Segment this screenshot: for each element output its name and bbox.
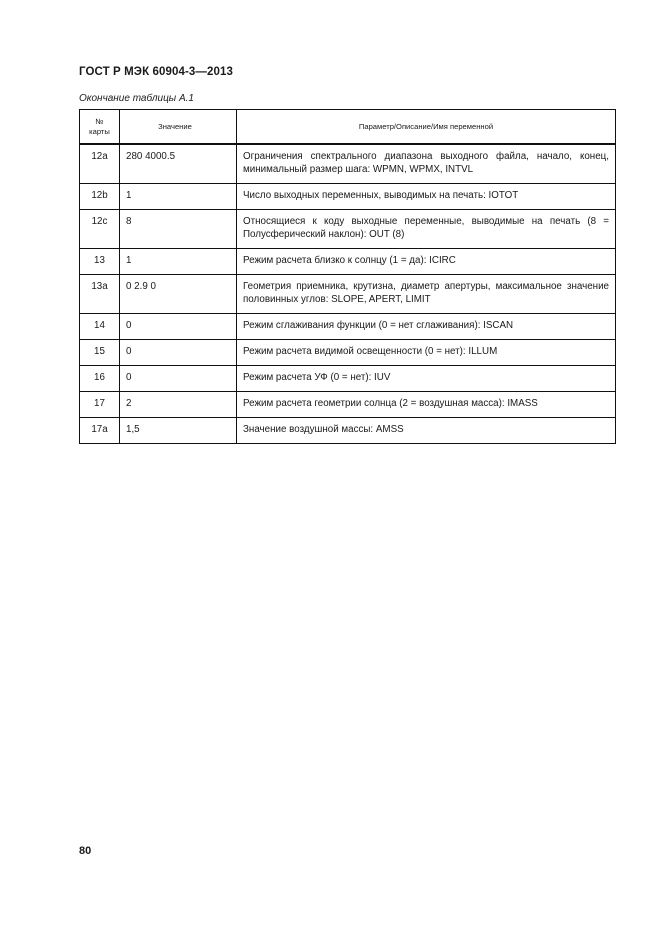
card-number-cell: 12b <box>80 184 120 210</box>
value-cell: 8 <box>120 210 237 249</box>
value-cell: 1 <box>120 184 237 210</box>
value-cell: 0 <box>120 314 237 340</box>
value-cell: 0 2.9 0 <box>120 275 237 314</box>
table-row <box>80 340 616 366</box>
table-row <box>80 366 616 392</box>
description-cell: Ограничения спектрального диапазона выходного файла, начало, конец, минимальный размер шага: WPMN, WPMX, INTVL <box>237 144 616 184</box>
card-number-cell: 16 <box>80 366 120 392</box>
value-cell: 0 <box>120 340 237 366</box>
description-cell: Режим сглаживания функции (0 = нет сглаживания): ISCAN <box>237 314 616 340</box>
card-number-cell: 12a <box>80 144 120 184</box>
description-cell: Число выходных переменных, выводимых на печать: IOTOT <box>237 184 616 210</box>
table-row <box>80 184 616 210</box>
description-cell: Геометрия приемника, крутизна, диаметр апертуры, максимальное значение половинных углов: SLOPE, APERT, LIMIT <box>237 275 616 314</box>
table-row <box>80 418 616 444</box>
description-cell: Режим расчета УФ (0 = нет): IUV <box>237 366 616 392</box>
parameter-table <box>79 109 616 444</box>
document-header: ГОСТ Р МЭК 60904-3—2013 <box>79 66 233 78</box>
value-cell: 280 4000.5 <box>120 144 237 184</box>
table-caption: Окончание таблицы А.1 <box>79 93 194 104</box>
card-number-cell: 13a <box>80 275 120 314</box>
table-row <box>80 314 616 340</box>
table-row <box>80 249 616 275</box>
description-cell: Режим расчета видимой освещенности (0 = нет): ILLUM <box>237 340 616 366</box>
description-cell: Режим расчета геометрии солнца (2 = воздушная масса): IMASS <box>237 392 616 418</box>
table-row <box>80 210 616 249</box>
table-row <box>80 144 616 184</box>
card-number-cell: 15 <box>80 340 120 366</box>
value-cell: 0 <box>120 366 237 392</box>
column-header-number-label: карты <box>89 126 110 136</box>
card-number-cell: 14 <box>80 314 120 340</box>
table-row <box>80 275 616 314</box>
card-number-cell: 13 <box>80 249 120 275</box>
column-header-number <box>80 110 120 145</box>
column-header-description: Параметр/Описание/Имя переменной <box>237 110 616 145</box>
value-cell: 2 <box>120 392 237 418</box>
card-number-cell: 17a <box>80 418 120 444</box>
description-cell: Значение воздушной массы: AMSS <box>237 418 616 444</box>
description-cell: Режим расчета близко к солнцу (1 = да): ICIRC <box>237 249 616 275</box>
table-header-row <box>80 110 616 145</box>
card-number-cell: 12c <box>80 210 120 249</box>
card-number-cell: 17 <box>80 392 120 418</box>
value-cell: 1,5 <box>120 418 237 444</box>
column-header-number-symbol: № <box>95 116 104 126</box>
value-cell: 1 <box>120 249 237 275</box>
page-number: 80 <box>79 845 92 857</box>
table-row <box>80 392 616 418</box>
column-header-value: Значение <box>120 110 237 145</box>
description-cell: Относящиеся к коду выходные переменные, выводимые на печать (8 = Полусферический наклон): OUT (8) <box>237 210 616 249</box>
